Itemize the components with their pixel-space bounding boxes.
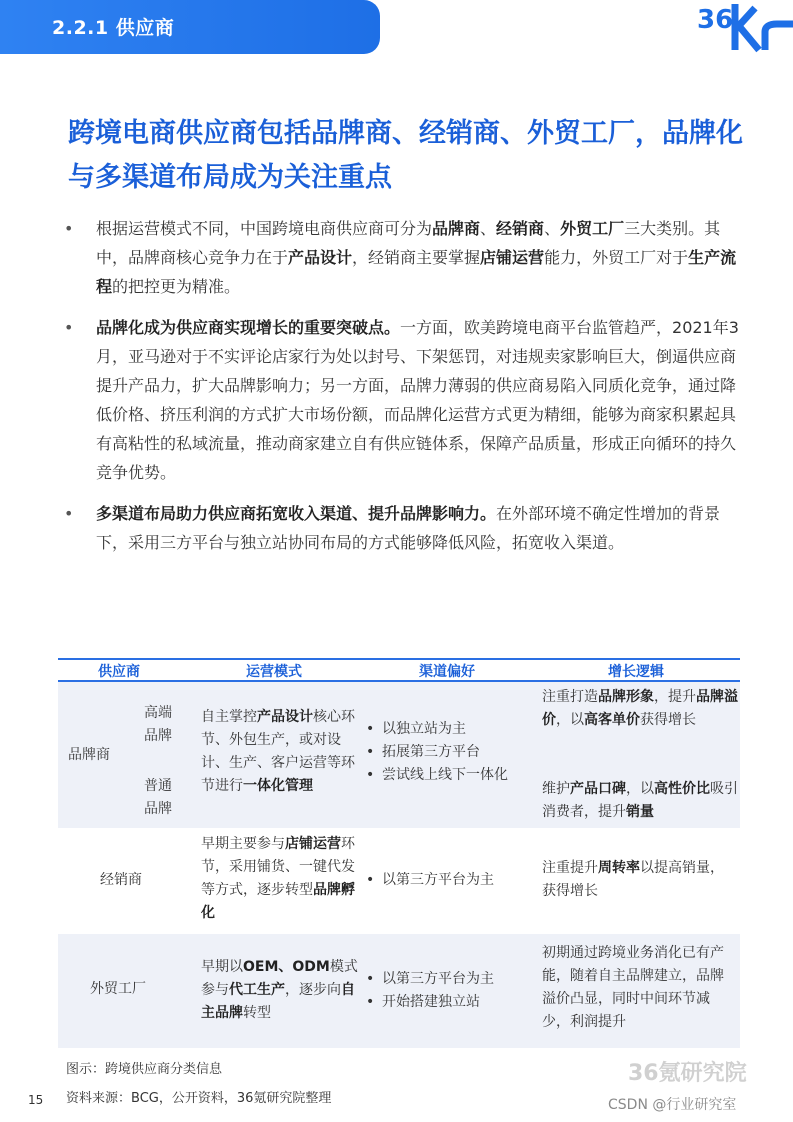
text: 早期主要参与: [201, 836, 285, 852]
cell-brand-mode: [201, 706, 359, 798]
text: 、: [480, 219, 497, 238]
table-row-factory: [58, 934, 740, 1049]
bold-text: 经销商: [496, 219, 545, 238]
bold-text: 一体化管理: [243, 778, 313, 794]
cell-brand-channels: [362, 718, 526, 787]
header-growth: 增长逻辑: [608, 664, 664, 680]
bold-text: 产品设计: [288, 248, 353, 267]
text: 初期通过跨境业务消化已有产能，随着自主品牌建立，品牌溢价凸显，同时中间环节减少，利润提升: [542, 945, 724, 1030]
text: 注重提升: [542, 860, 598, 876]
header-channel: 渠道偏好: [419, 664, 475, 680]
cell-brand-growth-normal: [542, 778, 738, 824]
cell-factory-channels: [362, 968, 526, 1014]
headline: 跨境电商供应商包括品牌商、经销商、外贸工厂，品牌化与多渠道布局成为关注重点: [68, 118, 743, 193]
text: 环节，采用铺货、一键代发等方式，逐步转型: [201, 836, 355, 898]
bold-text: 多渠道布局助力供应商拓宽收入渠道、提升品牌影响力。: [96, 504, 497, 523]
bold-text: 品牌形象: [598, 689, 654, 705]
cell-brand-name: 品牌商: [68, 747, 110, 763]
bullet-list: [62, 214, 742, 569]
header-supplier: 供应商: [98, 664, 140, 680]
text: 、: [544, 219, 561, 238]
text: 核心环节、外包生产，或对设计、生产、客户运营等环节进行: [201, 709, 355, 794]
bullet-item: [62, 499, 742, 557]
list-item: • 以独立站为主: [362, 718, 526, 741]
36kr-logo: [693, 0, 793, 54]
list-item: • 开始搭建独立站: [362, 991, 526, 1014]
bold-text: 产品口碑: [570, 781, 626, 797]
text: 根据运营模式不同，中国跨境电商供应商可分为: [96, 219, 433, 238]
source-note: 资料来源：BCG，公开资料，36氪研究院整理: [66, 1091, 332, 1106]
cell-distributor-name: 经销商: [100, 872, 142, 888]
cell-factory-name: 外贸工厂: [90, 981, 146, 997]
section-title: 2.2.1 供应商: [52, 17, 175, 39]
bold-text: 外贸工厂: [560, 219, 625, 238]
bold-text: 自主品牌: [201, 982, 355, 1021]
table-header: [58, 658, 740, 682]
text: ，经销商主要掌握: [352, 248, 481, 267]
text: 的把控更为精准。: [112, 277, 241, 296]
bold-text: 代工生产: [229, 982, 285, 998]
text: 在外部环境不确定性增加的背景下，采用三方平台与独立站协同布局的方式能够降低风险，拓宽收入渠道。: [96, 504, 721, 552]
cell-brand-growth-high: [542, 686, 738, 732]
watermark-csdn: CSDN @行业研究室: [608, 1097, 737, 1113]
text: ，以: [556, 712, 584, 728]
cell-distributor-mode: [201, 833, 359, 925]
section-header-bar: [0, 0, 380, 54]
list-item: • 拓展第三方平台: [362, 741, 526, 764]
text: 三大类别。其中，品牌商核心竞争力在于: [96, 219, 721, 267]
cell-brand-high: 高端品牌: [144, 705, 172, 744]
bold-text: 销量: [626, 804, 654, 820]
bold-text: 高性价比: [654, 781, 710, 797]
bold-text: 生产流程: [96, 248, 737, 296]
text: 转型: [243, 1005, 271, 1021]
bold-text: OEM、ODM: [243, 959, 330, 975]
cell-distributor-growth: [542, 857, 730, 903]
cell-brand-normal: 普通品牌: [144, 778, 172, 817]
bold-text: 品牌化成为供应商实现增长的重要突破点。: [96, 318, 401, 337]
list-item: • 以第三方平台为主: [362, 869, 526, 892]
text: ，提升: [654, 689, 696, 705]
bold-text: 产品设计: [257, 709, 313, 725]
cell-factory-growth: [542, 942, 728, 1034]
supplier-table: [58, 658, 740, 1049]
table-row-brand: [58, 682, 740, 829]
text: 自主掌控: [201, 709, 257, 725]
bold-text: 店铺运营: [285, 836, 341, 852]
text: 早期以: [201, 959, 243, 975]
bullet-item: [62, 214, 742, 301]
figure-caption: 图示：跨境供应商分类信息: [66, 1062, 223, 1077]
bold-text: 周转率: [598, 860, 640, 876]
cell-distributor-channels: [362, 869, 526, 892]
text: ，逐步向: [285, 982, 341, 998]
text: 获得增长: [640, 712, 696, 728]
text: 能力，外贸工厂对于: [544, 248, 689, 267]
bold-text: 店铺运营: [480, 248, 545, 267]
page-number: 15: [28, 1093, 44, 1107]
header-mode: 运营模式: [246, 664, 302, 680]
table-row-distributor: [58, 829, 740, 934]
bold-text: 品牌商: [432, 219, 481, 238]
text: 一方面，欧美跨境电商平台监管趋严，2021年3月，亚马逊对于不实评论店家行为处以封号、下架惩罚，对违规卖家影响巨大，倒逼供应商提升产品力，扩大品牌影响力；另一方面，品牌力薄弱的供应商易陷入同质化竞争，通过降低价格、挤压利润的方式扩大市场份额，而品牌化运营方式更为精细，能够为商家积累起具有高粘性的私域流量，推动商家建立自有供应链体系，保障产品质量，形成正向循环的持久竞争优势。: [96, 318, 739, 482]
list-item: • 以第三方平台为主: [362, 968, 526, 991]
bold-text: 品牌孵化: [201, 882, 355, 921]
bold-text: 品牌溢价: [542, 689, 738, 728]
bold-text: 高客单价: [584, 712, 640, 728]
text: 以提高销量，获得增长: [542, 860, 724, 899]
text: ，以: [626, 781, 654, 797]
watermark-36kr: 36氪研究院: [628, 1061, 747, 1086]
list-item: • 尝试线上线下一体化: [362, 764, 526, 787]
text: 吸引消费者，提升: [542, 781, 738, 820]
text: 注重打造: [542, 689, 598, 705]
bullet-item: [62, 313, 742, 487]
text: 模式参与: [201, 959, 358, 998]
svg-text:36: 36: [697, 5, 734, 35]
cell-factory-mode: [201, 956, 359, 1025]
text: 维护: [542, 781, 570, 797]
